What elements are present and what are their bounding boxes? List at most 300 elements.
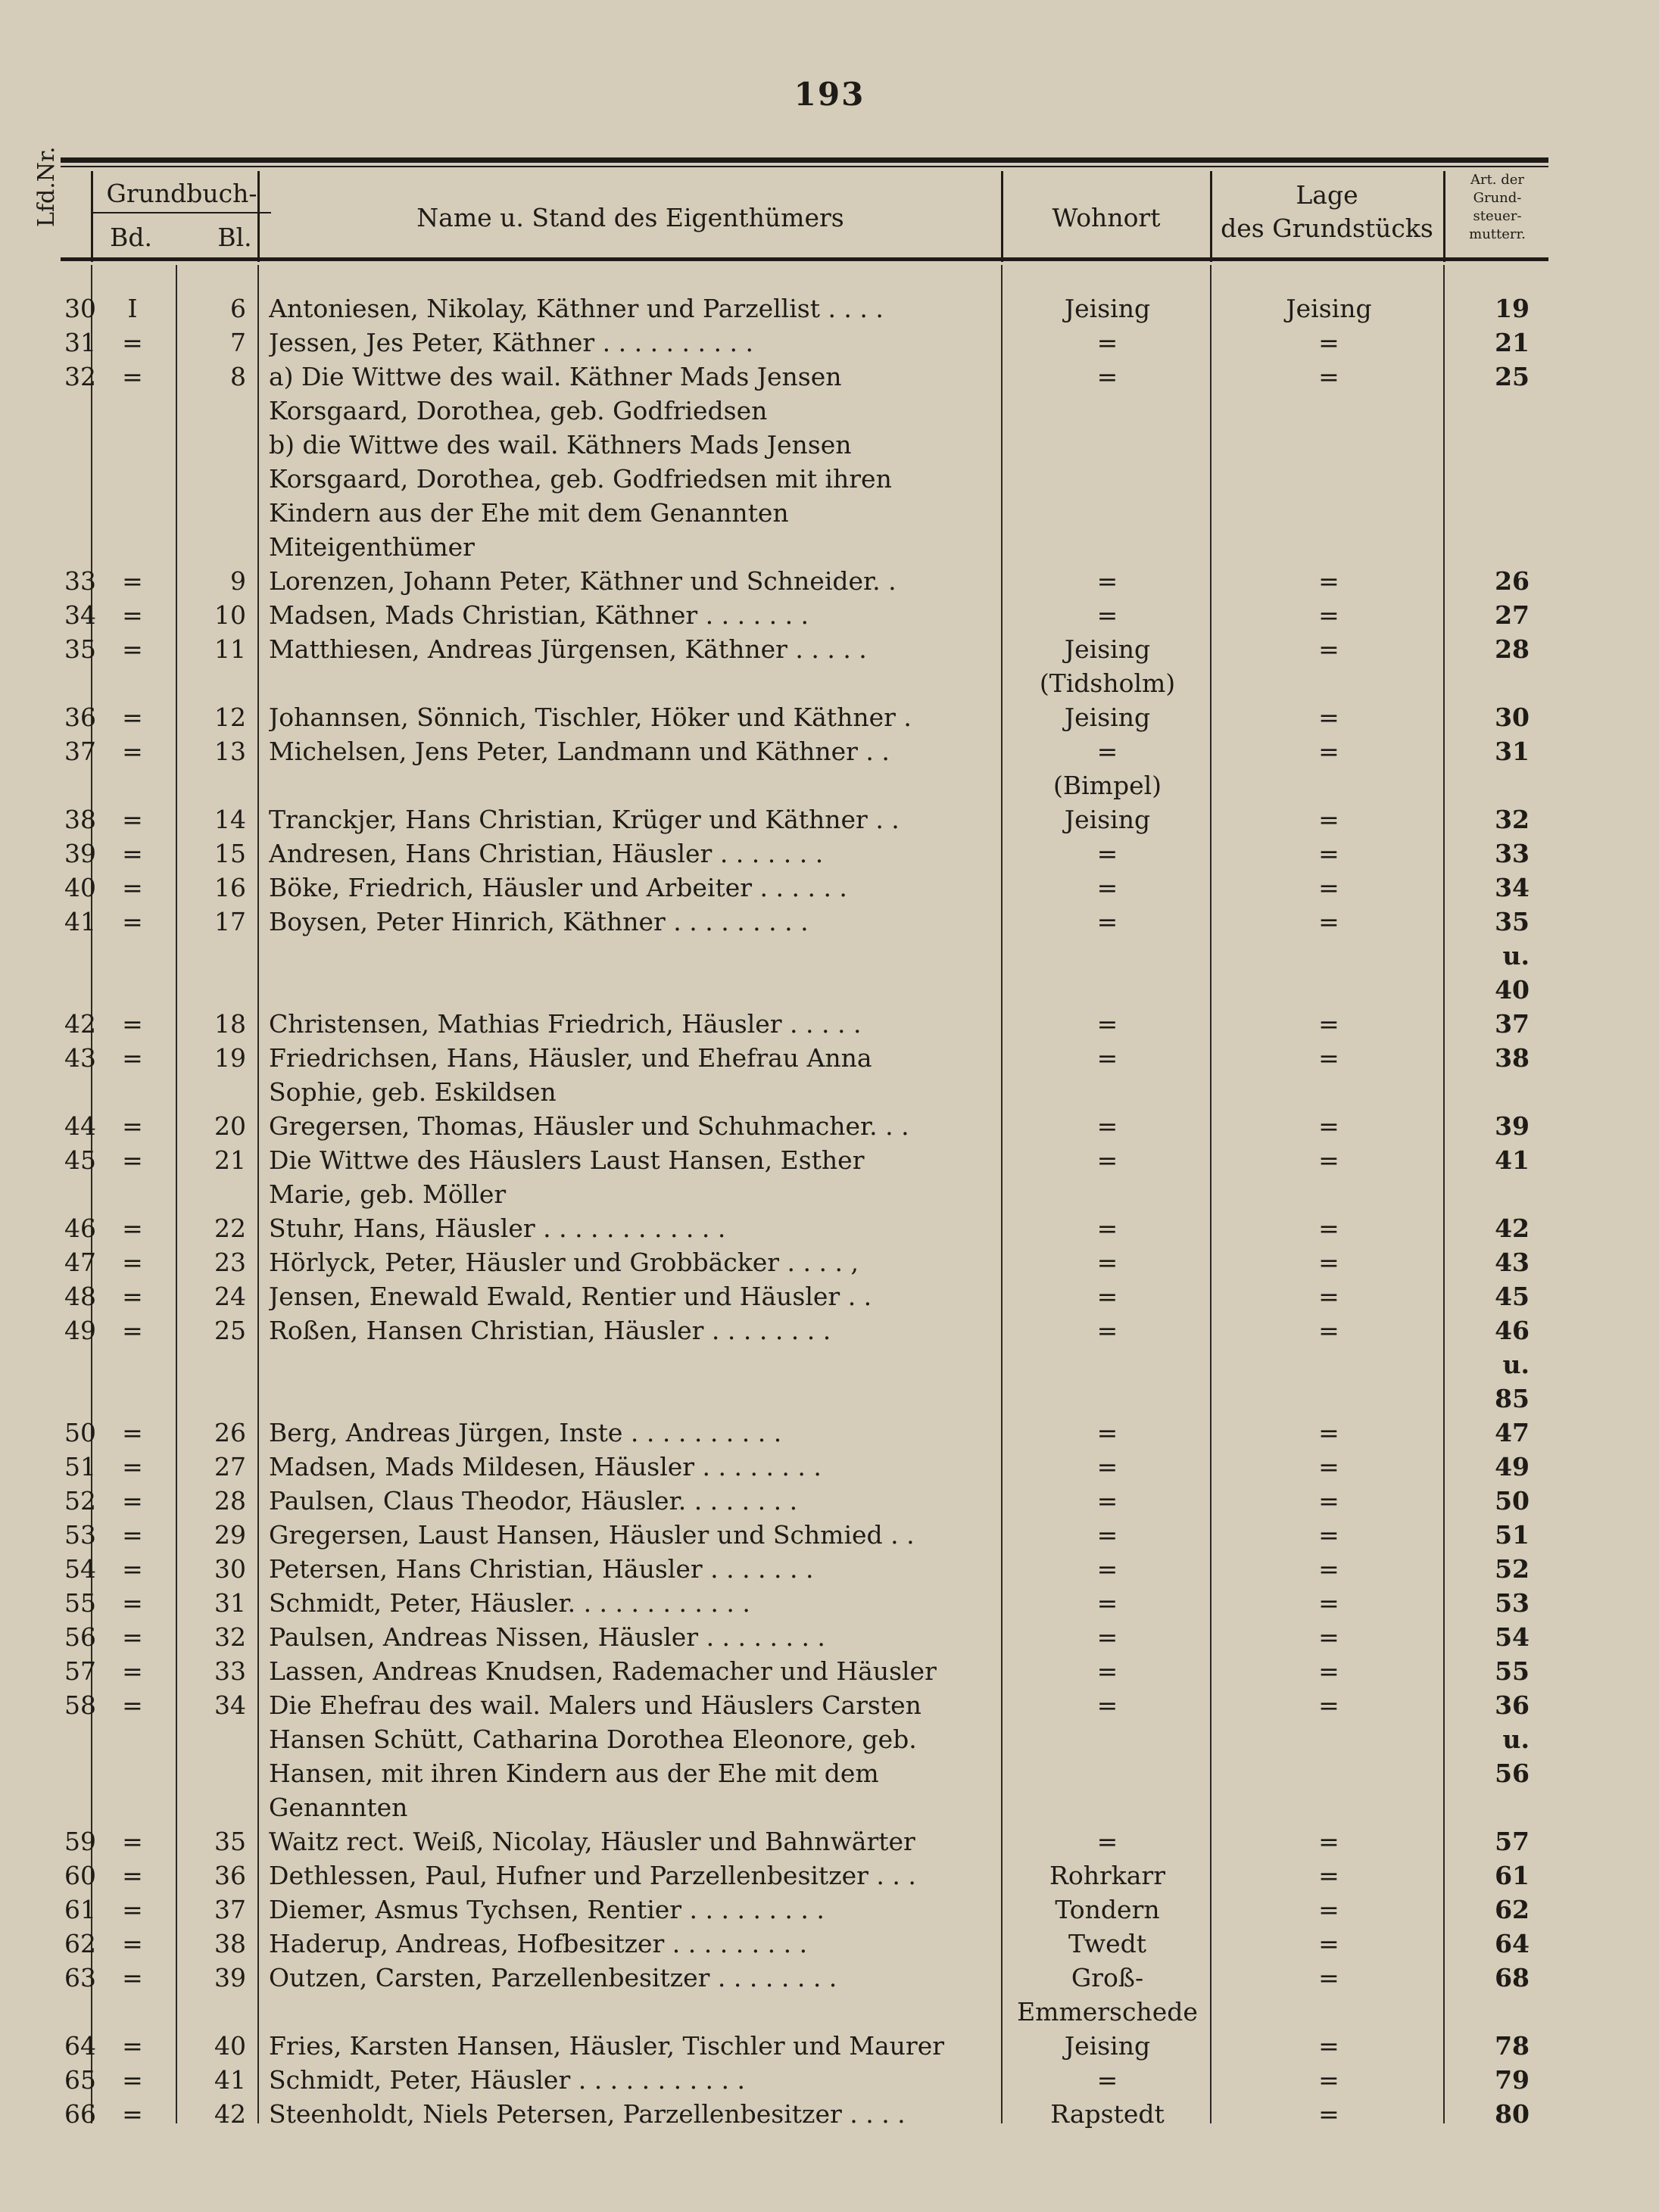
- grundbuch-blatt: 23: [214, 1248, 246, 1277]
- grundbuch-band: =: [122, 2031, 143, 2061]
- art-grundsteuer-line: 57: [1495, 1827, 1530, 1856]
- wohnort: [1007, 1145, 1208, 1179]
- lage: [1212, 1145, 1446, 1179]
- art-grundsteuer-line: 33: [1495, 839, 1530, 868]
- row-number: 63: [64, 1963, 96, 1992]
- wohnort-line: =: [1096, 1145, 1118, 1175]
- grundbuch-band: =: [122, 1452, 143, 1481]
- grundbuch-blatt: 6: [230, 294, 246, 323]
- lage-line: =: [1318, 1895, 1339, 1924]
- grundbuch-blatt: 39: [214, 1963, 246, 1992]
- wohnort-line: =: [1096, 1622, 1118, 1652]
- row-number: 52: [64, 1486, 96, 1516]
- wohnort: [1007, 1111, 1208, 1145]
- grundbuch-blatt: 19: [214, 1043, 246, 1073]
- table-row: [0, 362, 1659, 566]
- owner-name: [269, 1282, 1005, 1316]
- art-grundsteuer: [1461, 1213, 1530, 1248]
- row-number: 65: [64, 2065, 96, 2095]
- owner-name: [269, 1452, 1005, 1486]
- lage: [1212, 1656, 1446, 1690]
- owner-name-line: Gregersen, Laust Hansen, Häusler und Schmied . .: [269, 1520, 915, 1550]
- grundbuch-blatt: 41: [214, 2065, 246, 2095]
- lage-line: =: [1318, 1622, 1339, 1652]
- lage-line: =: [1318, 1418, 1339, 1447]
- art-grundsteuer: [1461, 737, 1530, 771]
- row-number: 41: [64, 907, 96, 936]
- lage: [1212, 737, 1446, 771]
- header-bl: Bl.: [217, 223, 252, 252]
- table-row: [0, 1963, 1659, 2031]
- row-number: 61: [64, 1895, 96, 1924]
- header-lage-line2: des Grundstücks: [1221, 213, 1433, 243]
- wohnort-line: =: [1096, 1588, 1118, 1618]
- owner-name-line: Waitz rect. Weiß, Nicolay, Häusler und Bahnwärter: [269, 1827, 915, 1856]
- grundbuch-blatt: 20: [214, 1111, 246, 1141]
- row-number: 38: [64, 805, 96, 834]
- lage: [1212, 1418, 1446, 1452]
- table-row: [0, 1452, 1659, 1486]
- header-name: Name u. Stand des Eigenthümers: [416, 203, 844, 232]
- owner-name-line: Fries, Karsten Hansen, Häusler, Tischler und Maurer: [269, 2031, 944, 2061]
- owner-name: [269, 2031, 1005, 2065]
- grundbuch-band: =: [122, 737, 143, 766]
- wohnort: [1007, 634, 1208, 703]
- grundbuch-band: =: [122, 1418, 143, 1447]
- wohnort: [1007, 1009, 1208, 1043]
- owner-name: [269, 634, 1005, 668]
- grundbuch-blatt: 32: [214, 1622, 246, 1652]
- art-grundsteuer: [1461, 566, 1530, 600]
- owner-name: [269, 1622, 1005, 1656]
- lage: [1212, 839, 1446, 873]
- table-row: [0, 1690, 1659, 1827]
- grundbuch-band: =: [122, 1861, 143, 1890]
- row-number: 57: [64, 1656, 96, 1686]
- grundbuch-band: =: [122, 600, 143, 630]
- wohnort: [1007, 873, 1208, 907]
- art-grundsteuer-line: 68: [1495, 1963, 1530, 1992]
- owner-name-line: Hörlyck, Peter, Häusler und Grobbäcker . . . . ,: [269, 1248, 859, 1277]
- art-grundsteuer: [1461, 1622, 1530, 1656]
- art-grundsteuer: [1461, 1248, 1530, 1282]
- wohnort-line: Rapstedt: [1050, 2099, 1165, 2129]
- wohnort: [1007, 839, 1208, 873]
- row-number: 46: [64, 1213, 96, 1243]
- owner-name: [269, 1861, 1005, 1895]
- header-art-line3: steuer-: [1473, 208, 1522, 224]
- lage-line: =: [1318, 1827, 1339, 1856]
- row-number: 39: [64, 839, 96, 868]
- table-row: [0, 1213, 1659, 1248]
- row-number: 50: [64, 1418, 96, 1447]
- table-row: [0, 1656, 1659, 1690]
- owner-name-line: Antoniesen, Nikolay, Käthner und Parzellist . . . .: [269, 294, 884, 323]
- lage: [1212, 2031, 1446, 2065]
- art-grundsteuer-line: 32: [1495, 805, 1530, 834]
- wohnort: [1007, 1656, 1208, 1690]
- grundbuch-blatt: 14: [214, 805, 246, 834]
- grundbuch-blatt: 15: [214, 839, 246, 868]
- wohnort: [1007, 703, 1208, 737]
- art-grundsteuer-line: 79: [1495, 2065, 1530, 2095]
- grundbuch-blatt: 16: [214, 873, 246, 902]
- grundbuch-band: =: [122, 1895, 143, 1924]
- lage: [1212, 1520, 1446, 1554]
- grundbuch-band: =: [122, 1690, 143, 1720]
- row-number: 34: [64, 600, 96, 630]
- wohnort-line: =: [1096, 362, 1118, 391]
- lage: [1212, 328, 1446, 362]
- art-grundsteuer: [1461, 600, 1530, 634]
- wohnort: [1007, 1520, 1208, 1554]
- art-grundsteuer-line: 85: [1495, 1384, 1530, 1413]
- grundbuch-band: =: [122, 1929, 143, 1958]
- table-row: [0, 737, 1659, 805]
- grundbuch-band: =: [122, 907, 143, 936]
- table-row: [0, 294, 1659, 328]
- wohnort-line: =: [1096, 328, 1118, 357]
- art-grundsteuer: [1461, 1656, 1530, 1690]
- lage-line: Jeising: [1286, 294, 1372, 323]
- grundbuch-blatt: 36: [214, 1861, 246, 1890]
- table-row: [0, 1282, 1659, 1316]
- art-grundsteuer-line: 49: [1495, 1452, 1530, 1481]
- wohnort: [1007, 1452, 1208, 1486]
- wohnort-line: =: [1096, 1248, 1118, 1277]
- owner-name-line: Paulsen, Claus Theodor, Häusler. . . . . . . .: [269, 1486, 798, 1516]
- owner-name: [269, 839, 1005, 873]
- grundbuch-band: =: [122, 1282, 143, 1311]
- wohnort: [1007, 1861, 1208, 1895]
- grundbuch-blatt: 38: [214, 1929, 246, 1958]
- row-number: 55: [64, 1588, 96, 1618]
- grundbuch-blatt: 13: [214, 737, 246, 766]
- wohnort: [1007, 1418, 1208, 1452]
- grundbuch-blatt: 35: [214, 1827, 246, 1856]
- grundbuch-band: =: [122, 1248, 143, 1277]
- owner-name-line: Madsen, Mads Christian, Käthner . . . . . . .: [269, 600, 809, 630]
- lage-line: =: [1318, 1282, 1339, 1311]
- lage: [1212, 873, 1446, 907]
- lage: [1212, 1963, 1446, 1997]
- wohnort-line: =: [1096, 1554, 1118, 1584]
- grundbuch-band: =: [122, 328, 143, 357]
- art-grundsteuer-line: 62: [1495, 1895, 1530, 1924]
- art-grundsteuer: [1461, 1895, 1530, 1929]
- table-row: [0, 2065, 1659, 2099]
- owner-name-line: Madsen, Mads Mildesen, Häusler . . . . . . . .: [269, 1452, 822, 1481]
- row-number: 51: [64, 1452, 96, 1481]
- row-number: 62: [64, 1929, 96, 1958]
- art-grundsteuer-line: u.: [1502, 1350, 1530, 1379]
- lage-line: =: [1318, 1452, 1339, 1481]
- lage-line: =: [1318, 1929, 1339, 1958]
- lage: [1212, 566, 1446, 600]
- lage-line: =: [1318, 703, 1339, 732]
- art-grundsteuer-line: 30: [1495, 703, 1530, 732]
- owner-name: [269, 328, 1005, 362]
- wohnort: [1007, 1316, 1208, 1350]
- owner-name-line: Petersen, Hans Christian, Häusler . . . . . . .: [269, 1554, 814, 1584]
- lage-line: =: [1318, 1554, 1339, 1584]
- owner-name: [269, 1520, 1005, 1554]
- owner-name: [269, 737, 1005, 771]
- art-grundsteuer: [1461, 294, 1530, 328]
- lage: [1212, 1554, 1446, 1588]
- lage: [1212, 634, 1446, 668]
- owner-name: [269, 600, 1005, 634]
- wohnort: [1007, 907, 1208, 941]
- art-grundsteuer: [1461, 1827, 1530, 1861]
- wohnort-line: =: [1096, 1418, 1118, 1447]
- owner-name-line: Outzen, Carsten, Parzellenbesitzer . . . . . . . .: [269, 1963, 837, 1992]
- art-grundsteuer-line: 39: [1495, 1111, 1530, 1141]
- owner-name: [269, 873, 1005, 907]
- table-row: [0, 1622, 1659, 1656]
- owner-name-line: Hansen, mit ihren Kindern aus der Ehe mit dem: [269, 1759, 879, 1788]
- grundbuch-blatt: 25: [214, 1316, 246, 1345]
- lage-line: =: [1318, 1861, 1339, 1890]
- owner-name-line: Kindern aus der Ehe mit dem Genannten: [269, 498, 789, 528]
- grundbuch-blatt: 24: [214, 1282, 246, 1311]
- art-grundsteuer: [1461, 1929, 1530, 1963]
- wohnort: [1007, 1963, 1208, 2031]
- lage: [1212, 703, 1446, 737]
- grundbuch-band: =: [122, 1520, 143, 1550]
- art-grundsteuer: [1461, 907, 1530, 1009]
- row-number: 31: [64, 328, 96, 357]
- grundbuch-band: =: [122, 1145, 143, 1175]
- owner-name-line: Marie, geb. Möller: [269, 1179, 507, 1209]
- wohnort: [1007, 1554, 1208, 1588]
- wohnort: [1007, 1213, 1208, 1248]
- wohnort-line: =: [1096, 2065, 1118, 2095]
- wohnort-line: =: [1096, 737, 1118, 766]
- grundbuch-blatt: 31: [214, 1588, 246, 1618]
- wohnort-line: Tondern: [1055, 1895, 1160, 1924]
- wohnort-line: Rohrkarr: [1049, 1861, 1165, 1890]
- header-art-line1: Art. der: [1470, 172, 1525, 188]
- row-number: 42: [64, 1009, 96, 1039]
- lage-line: =: [1318, 2065, 1339, 2095]
- lage-line: =: [1318, 1588, 1339, 1618]
- art-grundsteuer: [1461, 805, 1530, 839]
- owner-name-line: Paulsen, Andreas Nissen, Häusler . . . . . . . .: [269, 1622, 825, 1652]
- art-grundsteuer-line: u.: [1502, 941, 1530, 970]
- table-row: [0, 1316, 1659, 1418]
- grundbuch-blatt: 42: [214, 2099, 246, 2129]
- wohnort-line: Emmerschede: [1017, 1997, 1198, 2027]
- art-grundsteuer-line: 42: [1495, 1213, 1530, 1243]
- art-grundsteuer-line: 43: [1495, 1248, 1530, 1277]
- owner-name: [269, 1418, 1005, 1452]
- table-row: [0, 1895, 1659, 1929]
- lage: [1212, 1827, 1446, 1861]
- art-grundsteuer: [1461, 1486, 1530, 1520]
- wohnort-line: =: [1096, 1520, 1118, 1550]
- table-row: [0, 328, 1659, 362]
- owner-name: [269, 1929, 1005, 1963]
- art-grundsteuer-line: 21: [1495, 328, 1530, 357]
- owner-name-line: Friedrichsen, Hans, Häusler, und Ehefrau Anna: [269, 1043, 872, 1073]
- owner-name: [269, 1486, 1005, 1520]
- owner-name: [269, 1588, 1005, 1622]
- grundbuch-blatt: 8: [230, 362, 246, 391]
- lage-line: =: [1318, 1248, 1339, 1277]
- lage: [1212, 1452, 1446, 1486]
- owner-name-line: Dethlessen, Paul, Hufner und Parzellenbesitzer . . .: [269, 1861, 916, 1890]
- lage-line: =: [1318, 1520, 1339, 1550]
- wohnort-line: Jeising: [1064, 2031, 1151, 2061]
- owner-name-line: Hansen Schütt, Catharina Dorothea Eleonore, geb.: [269, 1724, 917, 1754]
- owner-name: [269, 2065, 1005, 2099]
- table-row: [0, 1554, 1659, 1588]
- lage: [1212, 1043, 1446, 1077]
- table-row: [0, 703, 1659, 737]
- grundbuch-band: =: [122, 1111, 143, 1141]
- grundbuch-band: =: [122, 362, 143, 391]
- wohnort-line: Groß-: [1071, 1963, 1144, 1992]
- table-row: [0, 2031, 1659, 2065]
- art-grundsteuer: [1461, 1282, 1530, 1316]
- table-row: [0, 805, 1659, 839]
- art-grundsteuer-line: 53: [1495, 1588, 1530, 1618]
- lage-line: =: [1318, 737, 1339, 766]
- owner-name: [269, 703, 1005, 737]
- table-row: [0, 1588, 1659, 1622]
- lage-line: =: [1318, 1009, 1339, 1039]
- art-grundsteuer: [1461, 703, 1530, 737]
- wohnort-line: Jeising: [1064, 703, 1151, 732]
- lage-line: =: [1318, 1486, 1339, 1516]
- owner-name-line: Genannten: [269, 1793, 408, 1822]
- art-grundsteuer-line: u.: [1502, 1724, 1530, 1754]
- owner-name-line: Roßen, Hansen Christian, Häusler . . . . . . . .: [269, 1316, 831, 1345]
- art-grundsteuer: [1461, 839, 1530, 873]
- wohnort: [1007, 2065, 1208, 2099]
- art-grundsteuer-line: 80: [1495, 2099, 1530, 2129]
- wohnort: [1007, 1248, 1208, 1282]
- owner-name-line: Gregersen, Thomas, Häusler und Schuhmacher. . .: [269, 1111, 909, 1141]
- art-grundsteuer-line: 35: [1495, 907, 1530, 936]
- art-grundsteuer-line: 46: [1495, 1316, 1530, 1345]
- art-grundsteuer-line: 40: [1495, 975, 1530, 1005]
- owner-name: [269, 1111, 1005, 1145]
- wohnort-line: =: [1096, 1452, 1118, 1481]
- art-grundsteuer-line: 31: [1495, 737, 1530, 766]
- wohnort-line: =: [1096, 907, 1118, 936]
- grundbuch-blatt: 30: [214, 1554, 246, 1584]
- owner-name-line: Matthiesen, Andreas Jürgensen, Käthner . . . . .: [269, 634, 867, 664]
- art-grundsteuer-line: 47: [1495, 1418, 1530, 1447]
- row-number: 60: [64, 1861, 96, 1890]
- owner-name-line: Stuhr, Hans, Häusler . . . . . . . . . . . .: [269, 1213, 726, 1243]
- wohnort-line: =: [1096, 1827, 1118, 1856]
- owner-name-line: Schmidt, Peter, Häusler. . . . . . . . . . . .: [269, 1588, 750, 1618]
- lage: [1212, 1111, 1446, 1145]
- grundbuch-band: =: [122, 1486, 143, 1516]
- grundbuch-blatt: 40: [214, 2031, 246, 2061]
- art-grundsteuer-line: 28: [1495, 634, 1530, 664]
- lage-line: =: [1318, 566, 1339, 596]
- wohnort: [1007, 1827, 1208, 1861]
- grundbuch-band: =: [122, 2099, 143, 2129]
- owner-name: [269, 566, 1005, 600]
- art-grundsteuer-line: 26: [1495, 566, 1530, 596]
- lage: [1212, 1248, 1446, 1282]
- lage-line: =: [1318, 1213, 1339, 1243]
- wohnort: [1007, 1929, 1208, 1963]
- lage: [1212, 1929, 1446, 1963]
- row-number: 56: [64, 1622, 96, 1652]
- header-grundbuch: Grundbuch-: [106, 179, 257, 208]
- grundbuch-band: =: [122, 1588, 143, 1618]
- table-row: [0, 1486, 1659, 1520]
- wohnort-line: Jeising: [1064, 805, 1151, 834]
- art-grundsteuer: [1461, 1111, 1530, 1145]
- grundbuch-blatt: 27: [214, 1452, 246, 1481]
- owner-name-line: Johannsen, Sönnich, Tischler, Höker und Käthner .: [269, 703, 912, 732]
- owner-name-line: Tranckjer, Hans Christian, Krüger und Käthner . .: [269, 805, 900, 834]
- header-sep-5: [1443, 171, 1445, 262]
- table-row: [0, 907, 1659, 1009]
- header-art: [1446, 171, 1548, 244]
- owner-name: [269, 907, 1005, 941]
- owner-name-line: Korsgaard, Dorothea, geb. Godfriedsen: [269, 396, 768, 425]
- wohnort: [1007, 1622, 1208, 1656]
- wohnort-line: =: [1096, 873, 1118, 902]
- lage: [1212, 1895, 1446, 1929]
- top-double-rule-thin: [61, 166, 1548, 167]
- wohnort-line: =: [1096, 1690, 1118, 1720]
- lage-line: =: [1318, 1963, 1339, 1992]
- row-number: 44: [64, 1111, 96, 1141]
- wohnort-line: Twedt: [1068, 1929, 1146, 1958]
- lage-line: =: [1318, 362, 1339, 391]
- wohnort-line: Jeising: [1064, 634, 1151, 664]
- owner-name-line: Böke, Friedrich, Häusler und Arbeiter . . . . . .: [269, 873, 847, 902]
- table-row: [0, 1145, 1659, 1213]
- owner-name: [269, 1213, 1005, 1248]
- row-number: 35: [64, 634, 96, 664]
- header-art-line2: Grund-: [1473, 190, 1522, 206]
- art-grundsteuer: [1461, 1043, 1530, 1077]
- wohnort: [1007, 1895, 1208, 1929]
- lage: [1212, 2065, 1446, 2099]
- header-lage: [1212, 179, 1442, 245]
- grundbuch-blatt: 10: [214, 600, 246, 630]
- grundbuch-band: =: [122, 1009, 143, 1039]
- art-grundsteuer: [1461, 1520, 1530, 1554]
- owner-name: [269, 1145, 1005, 1213]
- grundbuch-blatt: 21: [214, 1145, 246, 1175]
- grundbuch-blatt: 28: [214, 1486, 246, 1516]
- table-row: [0, 873, 1659, 907]
- owner-name: [269, 2099, 1005, 2133]
- lage: [1212, 1316, 1446, 1350]
- wohnort: [1007, 328, 1208, 362]
- wohnort: [1007, 1588, 1208, 1622]
- art-grundsteuer: [1461, 1554, 1530, 1588]
- owner-name-line: Sophie, geb. Eskildsen: [269, 1077, 557, 1107]
- owner-name-line: Boysen, Peter Hinrich, Käthner . . . . . . . . .: [269, 907, 809, 936]
- art-grundsteuer-line: 50: [1495, 1486, 1530, 1516]
- lage: [1212, 1690, 1446, 1724]
- grundbuch-band: =: [122, 1213, 143, 1243]
- owner-name-line: Jessen, Jes Peter, Käthner . . . . . . . . . .: [269, 328, 753, 357]
- wohnort-line: =: [1096, 1282, 1118, 1311]
